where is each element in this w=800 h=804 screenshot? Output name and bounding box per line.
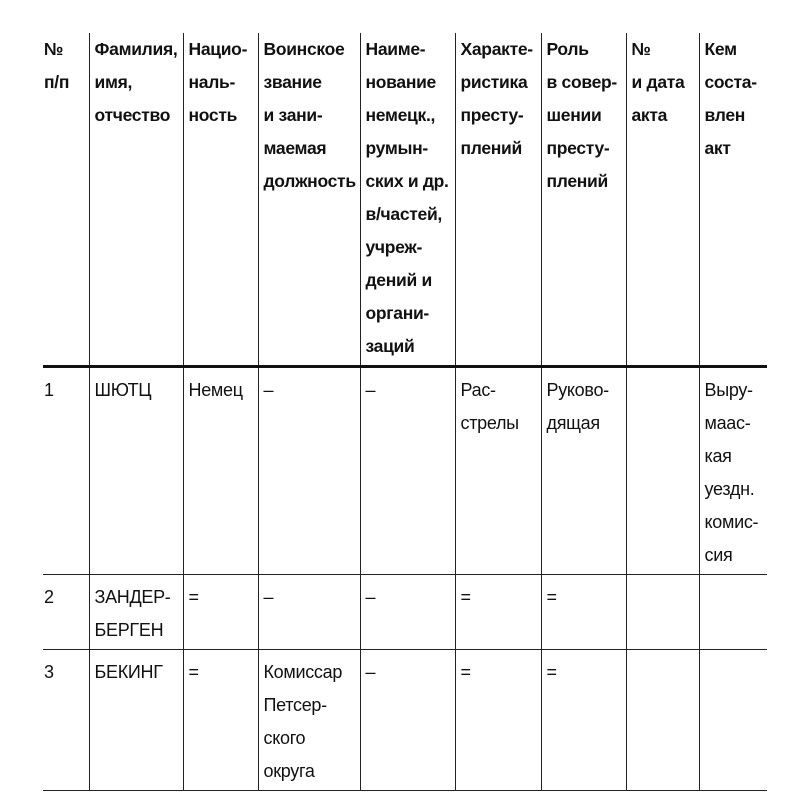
- row-cell-act-author: [699, 367, 767, 575]
- row-cell-full-name: [89, 650, 183, 791]
- header-line: шении: [546, 105, 602, 125]
- cell-line: 2: [44, 587, 54, 607]
- row-cell-unit-name: [360, 367, 455, 575]
- table-body: [43, 367, 767, 791]
- cell-line: БЕКИНГ: [94, 662, 163, 682]
- table-row: [43, 367, 767, 575]
- header-line: акта: [631, 105, 668, 125]
- row-cell-number: [43, 650, 89, 791]
- header-cell-crime-description: [455, 33, 541, 367]
- cell-line: маас-: [704, 413, 751, 433]
- cell-line: –: [365, 662, 376, 682]
- row-cell-rank-position: [258, 575, 360, 650]
- cell-line: БЕРГЕН: [94, 620, 164, 640]
- header-line: Нацио-: [188, 39, 248, 59]
- header-line: дений и: [365, 270, 432, 290]
- cell-line: =: [188, 662, 199, 682]
- row-cell-role-in-crime: [541, 650, 626, 791]
- header-line: должность: [263, 171, 356, 191]
- header-line: плений: [460, 138, 522, 158]
- header-cell-full-name: [89, 33, 183, 367]
- row-cell-act-author: [699, 650, 767, 791]
- header-line: румын-: [365, 138, 428, 158]
- header-line: ристика: [460, 72, 528, 92]
- row-cell-role-in-crime: [541, 367, 626, 575]
- row-cell-full-name: [89, 575, 183, 650]
- row-cell-full-name: [89, 367, 183, 575]
- header-cell-act-author: [699, 33, 767, 367]
- cell-line: Выру-: [704, 380, 753, 400]
- header-line: Роль: [546, 39, 589, 59]
- row-cell-act-number-date: [626, 575, 699, 650]
- cell-line: =: [546, 662, 557, 682]
- row-cell-rank-position: [258, 367, 360, 575]
- header-line: и зани-: [263, 105, 323, 125]
- cell-line: Рас-: [460, 380, 496, 400]
- header-line: влен: [704, 105, 746, 125]
- header-line: №: [631, 39, 651, 59]
- header-line: престу-: [460, 105, 524, 125]
- header-line: ских и др.: [365, 171, 449, 191]
- header-line: имя,: [94, 72, 133, 92]
- row-cell-act-author: [699, 575, 767, 650]
- header-line: №: [44, 39, 64, 59]
- cell-line: =: [546, 587, 557, 607]
- header-cell-act-number-date: [626, 33, 699, 367]
- header-line: и дата: [631, 72, 685, 92]
- header-line: акт: [704, 138, 731, 158]
- header-line: органи-: [365, 303, 429, 323]
- header-line: Воинское: [263, 39, 345, 59]
- header-line: в/частей,: [365, 204, 442, 224]
- header-line: Характе-: [460, 39, 533, 59]
- header-line: отчество: [94, 105, 171, 125]
- header-line: Кем: [704, 39, 737, 59]
- cell-line: округа: [263, 761, 315, 781]
- cell-line: 1: [44, 380, 54, 400]
- header-cell-rank-position: [258, 33, 360, 367]
- header-line: нование: [365, 72, 436, 92]
- row-cell-number: [43, 367, 89, 575]
- header-line: плений: [546, 171, 608, 191]
- cell-line: =: [460, 587, 471, 607]
- cell-line: –: [365, 587, 376, 607]
- cell-line: –: [263, 380, 274, 400]
- cell-line: –: [365, 380, 376, 400]
- row-cell-act-number-date: [626, 367, 699, 575]
- header-line: п/п: [44, 72, 70, 92]
- cell-line: –: [263, 587, 274, 607]
- cell-line: ШЮТЦ: [94, 380, 152, 400]
- header-row: [43, 33, 767, 367]
- cell-line: =: [188, 587, 199, 607]
- row-cell-crime-description: [455, 367, 541, 575]
- row-cell-number: [43, 575, 89, 650]
- cell-line: дящая: [546, 413, 600, 433]
- header-line: в совер-: [546, 72, 617, 92]
- row-cell-nationality: [183, 575, 258, 650]
- header-cell-number: [43, 33, 89, 367]
- row-cell-unit-name: [360, 650, 455, 791]
- header-line: звание: [263, 72, 322, 92]
- cell-line: Комиссар: [263, 662, 343, 682]
- row-cell-act-number-date: [626, 650, 699, 791]
- table-row: [43, 650, 767, 791]
- header-line: соста-: [704, 72, 757, 92]
- header-line: учреж-: [365, 237, 423, 257]
- cell-line: ского: [263, 728, 306, 748]
- row-cell-crime-description: [455, 650, 541, 791]
- cell-line: кая: [704, 446, 732, 466]
- header-line: наль-: [188, 72, 236, 92]
- row-cell-unit-name: [360, 575, 455, 650]
- cell-line: стрелы: [460, 413, 519, 433]
- cell-line: Петсер-: [263, 695, 327, 715]
- header-line: немецк.,: [365, 105, 436, 125]
- header-cell-role-in-crime: [541, 33, 626, 367]
- cell-line: сия: [704, 545, 733, 565]
- header-line: Наиме-: [365, 39, 426, 59]
- row-cell-rank-position: [258, 650, 360, 791]
- row-cell-nationality: [183, 367, 258, 575]
- row-cell-crime-description: [455, 575, 541, 650]
- cell-line: комис-: [704, 512, 759, 532]
- cell-line: 3: [44, 662, 54, 682]
- header-line: ность: [188, 105, 238, 125]
- row-cell-nationality: [183, 650, 258, 791]
- header-line: престу-: [546, 138, 610, 158]
- cell-line: ЗАНДЕР-: [94, 587, 171, 607]
- table-row: [43, 575, 767, 650]
- cell-line: уездн.: [704, 479, 755, 499]
- header-cell-nationality: [183, 33, 258, 367]
- header-line: Фамилия,: [94, 39, 178, 59]
- cell-line: =: [460, 662, 471, 682]
- header-line: заций: [365, 336, 415, 356]
- row-cell-role-in-crime: [541, 575, 626, 650]
- header-cell-unit-name: [360, 33, 455, 367]
- cell-line: Руково-: [546, 380, 609, 400]
- cell-line: Немец: [188, 380, 243, 400]
- header-line: маемая: [263, 138, 327, 158]
- war-crimes-record-table: [43, 33, 767, 791]
- table-header: [43, 33, 767, 367]
